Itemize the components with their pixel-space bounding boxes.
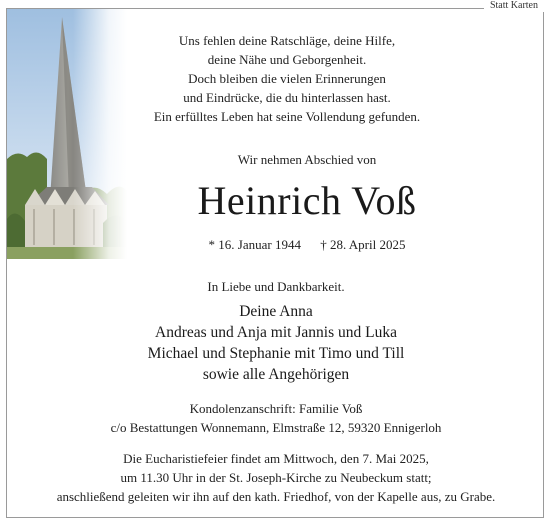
life-dates bbox=[87, 237, 527, 253]
service-line: Die Eucharistiefeier findet am Mittwoch, den 7. Mai 2025, bbox=[123, 451, 429, 466]
poem-block bbox=[137, 31, 437, 126]
mourner-line: Michael und Stephanie mit Timo und Till bbox=[147, 345, 405, 362]
mourner-line: Andreas und Anja mit Jannis und Luka bbox=[155, 324, 397, 341]
contact-line: c/o Bestattungen Wonnemann, Elmstraße 12, 59320 Ennigerloh bbox=[110, 420, 442, 435]
love-line: In Liebe und Dankbarkeit. bbox=[207, 279, 345, 294]
obituary-frame bbox=[6, 8, 544, 518]
contact-line: Kondolenzanschrift: Familie Voß bbox=[189, 401, 363, 416]
poem-line: Uns fehlen deine Ratschläge, deine Hilfe, bbox=[178, 33, 396, 48]
mourner-line: Deine Anna bbox=[239, 303, 313, 320]
poem-line: und Eindrücke, die du hinterlassen hast. bbox=[183, 90, 391, 105]
funeral-service-info bbox=[7, 449, 545, 506]
farewell-line: Wir nehmen Abschied von bbox=[237, 152, 377, 167]
mourners-block bbox=[7, 301, 545, 385]
service-line: um 11.30 Uhr in der St. Joseph-Kirche zu Neubeckum statt; bbox=[120, 470, 432, 485]
death-date: † 28. April 2025 bbox=[320, 237, 406, 252]
poem-line: Doch bleiben die vielen Erinnerungen bbox=[188, 71, 386, 86]
deceased-name: Heinrich Voß bbox=[197, 178, 417, 223]
birth-date: * 16. Januar 1944 bbox=[208, 237, 301, 252]
condolence-address bbox=[7, 399, 545, 437]
statt-karten-label: Statt Karten bbox=[484, 0, 544, 12]
poem-line: Ein erfülltes Leben hat seine Vollendung gefunden. bbox=[153, 109, 421, 124]
mourner-line: sowie alle Angehörigen bbox=[202, 366, 350, 383]
service-line: anschließend geleiten wir ihn auf den kath. Friedhof, von der Kapelle aus, zu Grabe. bbox=[56, 489, 496, 504]
poem-line: deine Nähe und Geborgenheit. bbox=[207, 52, 367, 67]
